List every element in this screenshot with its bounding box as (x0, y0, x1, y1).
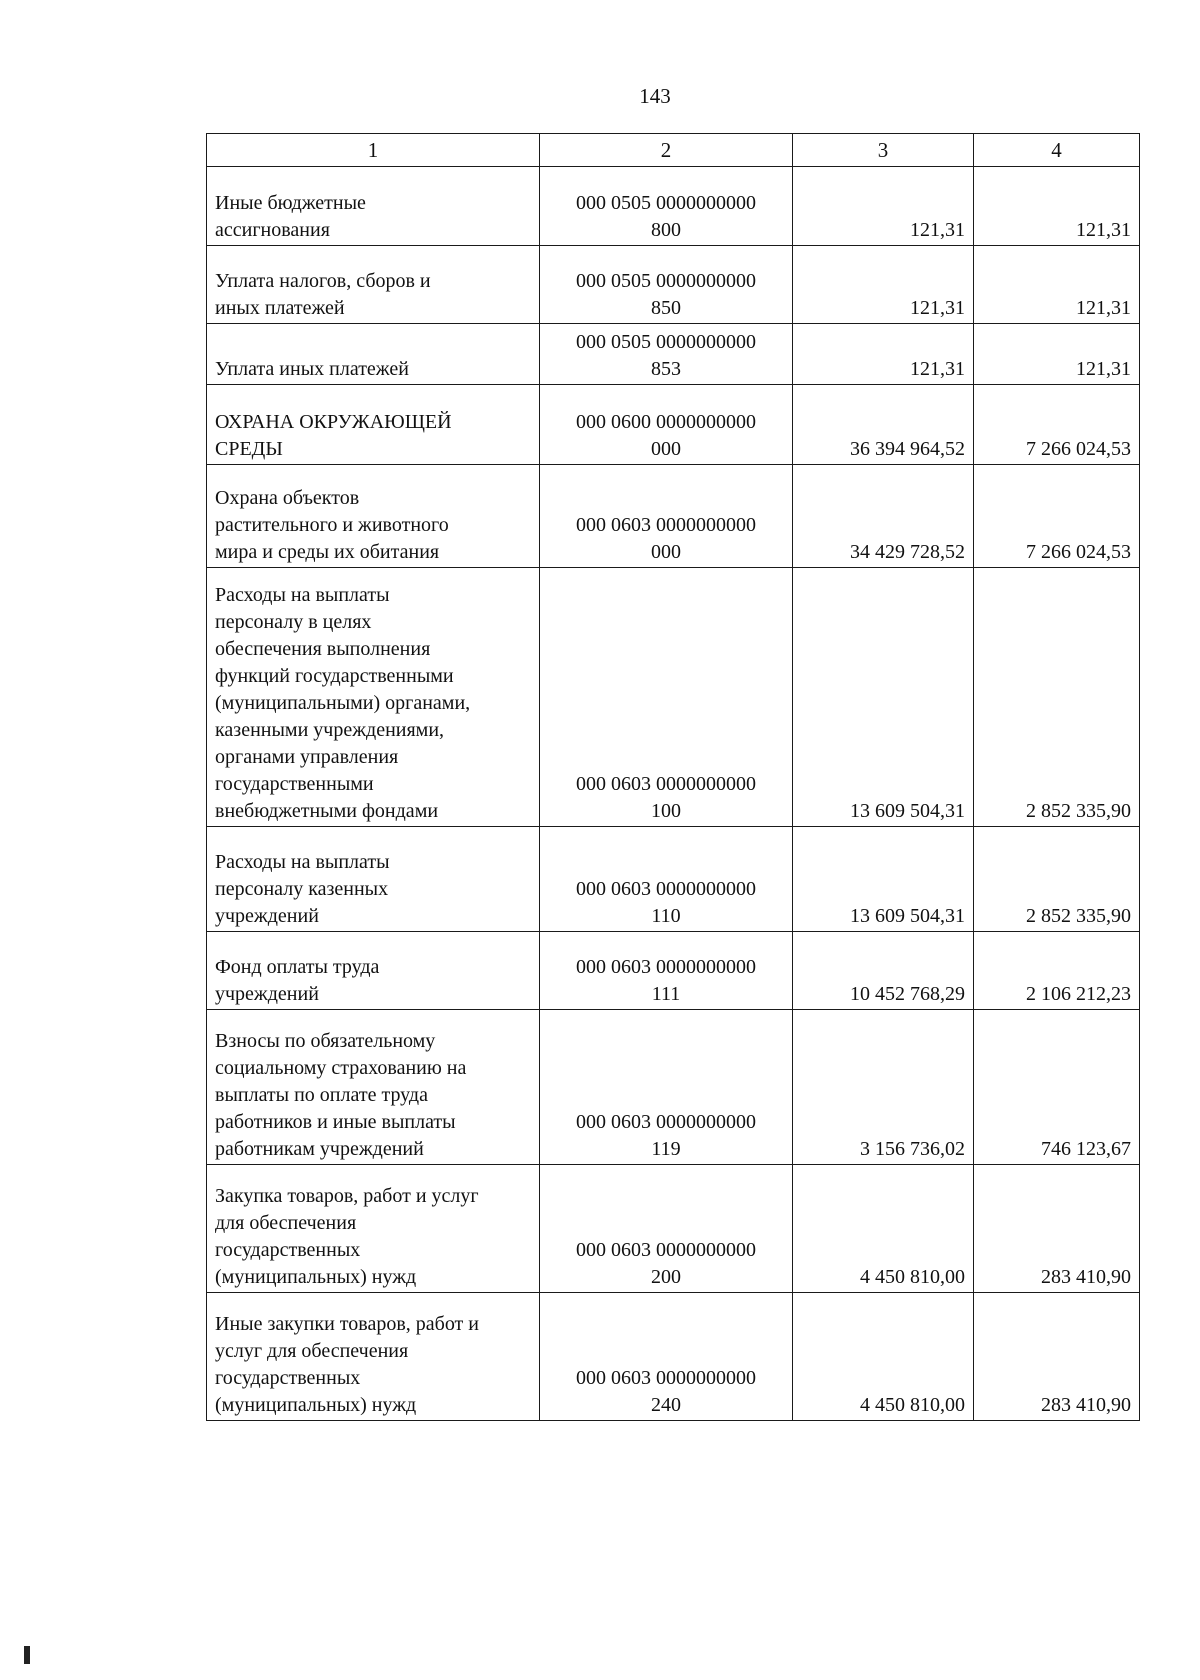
row-code-cell (540, 1165, 793, 1293)
row-code-cell (540, 1010, 793, 1165)
scan-artifact-mark (24, 1646, 30, 1664)
row-name: Уплата иных платежей (215, 358, 409, 380)
row-code-line2: 111 (651, 983, 681, 1005)
row-value-col4: 121,31 (974, 167, 1140, 246)
row-code-line1: 000 0505 0000000000 (576, 192, 756, 214)
row-code-line1: 000 0603 0000000000 (576, 1367, 756, 1389)
table-row (207, 932, 1140, 1010)
row-code-line1: 000 0603 0000000000 (576, 773, 756, 795)
row-code-cell (540, 932, 793, 1010)
budget-table (206, 133, 1140, 1421)
row-code-cell (540, 827, 793, 932)
row-name-cell (207, 167, 540, 246)
row-value-col4: 7 266 024,53 (974, 465, 1140, 568)
header-col-2: 2 (540, 134, 793, 167)
row-code-cell (540, 246, 793, 324)
row-value-col4: 2 852 335,90 (974, 568, 1140, 827)
row-name: Расходы на выплаты персоналу казенных учреждений (215, 851, 390, 927)
row-value-col4: 2 852 335,90 (974, 827, 1140, 932)
table-row (207, 246, 1140, 324)
row-value-col3: 34 429 728,52 (793, 465, 974, 568)
row-name-cell (207, 1293, 540, 1421)
row-value-col3: 36 394 964,52 (793, 385, 974, 465)
row-code-line2: 240 (651, 1394, 681, 1416)
page-number: 143 (639, 84, 671, 108)
table-row (207, 1293, 1140, 1421)
table-row (207, 827, 1140, 932)
row-value-col4: 7 266 024,53 (974, 385, 1140, 465)
row-value-col4: 121,31 (974, 324, 1140, 385)
row-name-cell (207, 1165, 540, 1293)
row-code-line2: 000 (651, 541, 681, 563)
row-value-col3: 13 609 504,31 (793, 827, 974, 932)
row-value-col3: 13 609 504,31 (793, 568, 974, 827)
row-code-line2: 119 (651, 1138, 681, 1160)
row-code-cell (540, 465, 793, 568)
header-col-1: 1 (207, 134, 540, 167)
row-value-col4: 283 410,90 (974, 1165, 1140, 1293)
row-name: Взносы по обязательному социальному страхованию на выплаты по оплате труда работников и иные выплаты работникам учреждений (215, 1030, 467, 1160)
row-code-line2: 800 (651, 219, 681, 241)
row-code-line2: 200 (651, 1266, 681, 1288)
row-name: ОХРАНА ОКРУЖАЮЩЕЙ СРЕДЫ (215, 411, 452, 460)
row-name-cell (207, 568, 540, 827)
header-row (207, 134, 1140, 167)
row-name: Фонд оплаты труда учреждений (215, 956, 380, 1005)
row-value-col3: 3 156 736,02 (793, 1010, 974, 1165)
row-code-line1: 000 0505 0000000000 (576, 270, 756, 292)
row-name: Иные закупки товаров, работ и услуг для обеспечения государственных (муниципальных) нужд (215, 1313, 480, 1416)
row-value-col3: 4 450 810,00 (793, 1293, 974, 1421)
row-value-col4: 283 410,90 (974, 1293, 1140, 1421)
row-code-line1: 000 0603 0000000000 (576, 1111, 756, 1133)
row-value-col4: 121,31 (974, 246, 1140, 324)
row-value-col3: 4 450 810,00 (793, 1165, 974, 1293)
row-name-cell (207, 324, 540, 385)
row-value-col3: 10 452 768,29 (793, 932, 974, 1010)
table-row (207, 167, 1140, 246)
row-name-cell (207, 246, 540, 324)
row-name-cell (207, 827, 540, 932)
row-value-col3: 121,31 (793, 167, 974, 246)
row-code-cell (540, 167, 793, 246)
row-name: Расходы на выплаты персоналу в целях обеспечения выполнения функций государственными (муниципальными) органами, казенными учреждениями, органами управления государственными внебюджетными фондами (215, 584, 471, 822)
row-value-col4: 746 123,67 (974, 1010, 1140, 1165)
row-name-cell (207, 932, 540, 1010)
row-code-line2: 850 (651, 297, 681, 319)
row-code-line1: 000 0603 0000000000 (576, 878, 756, 900)
row-value-col3: 121,31 (793, 246, 974, 324)
row-code-line2: 853 (651, 358, 681, 380)
row-code-line1: 000 0603 0000000000 (576, 1239, 756, 1261)
row-name: Уплата налогов, сборов и иных платежей (215, 270, 431, 319)
row-code-cell (540, 1293, 793, 1421)
row-value-col3: 121,31 (793, 324, 974, 385)
row-name: Иные бюджетные ассигнования (215, 192, 366, 241)
table-row (207, 1165, 1140, 1293)
row-code-line2: 000 (651, 438, 681, 460)
row-code-cell (540, 324, 793, 385)
row-code-cell (540, 385, 793, 465)
table-row (207, 324, 1140, 385)
row-code-line2: 100 (651, 800, 681, 822)
table-row (207, 465, 1140, 568)
table-row (207, 385, 1140, 465)
row-value-col4: 2 106 212,23 (974, 932, 1140, 1010)
table-row (207, 1010, 1140, 1165)
table-body (207, 167, 1140, 1421)
row-code-cell (540, 568, 793, 827)
row-name-cell (207, 1010, 540, 1165)
row-code-line1: 000 0603 0000000000 (576, 956, 756, 978)
row-code-line2: 110 (651, 905, 681, 927)
row-name-cell (207, 465, 540, 568)
row-name-cell (207, 385, 540, 465)
row-name: Закупка товаров, работ и услуг для обеспечения государственных (муниципальных) нужд (215, 1185, 479, 1288)
row-code-line1: 000 0600 0000000000 (576, 411, 756, 433)
header-col-4: 4 (974, 134, 1140, 167)
row-name: Охрана объектов растительного и животного мира и среды их обитания (215, 487, 449, 563)
table-row (207, 568, 1140, 827)
table-header (207, 134, 1140, 167)
row-code-line1: 000 0505 0000000000 (576, 331, 756, 353)
header-col-3: 3 (793, 134, 974, 167)
row-code-line1: 000 0603 0000000000 (576, 514, 756, 536)
